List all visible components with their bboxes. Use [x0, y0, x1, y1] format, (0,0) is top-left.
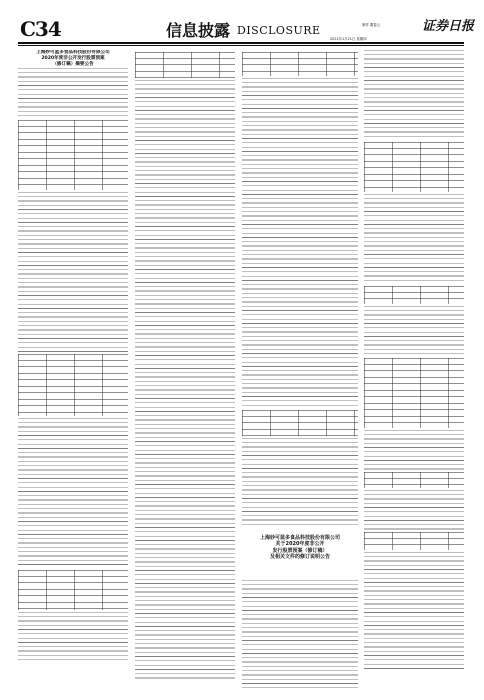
data-table: [364, 472, 464, 488]
article-text: [135, 80, 235, 680]
article-text: [364, 490, 464, 530]
article-text: [18, 612, 128, 662]
article-text: [18, 418, 128, 568]
masthead-rule: [18, 42, 464, 44]
data-table: [364, 142, 464, 192]
notice-line-2: 关于2020年度非公开: [275, 541, 325, 548]
notice-body: [242, 580, 358, 690]
article-text: [364, 50, 464, 140]
data-table: [364, 532, 464, 550]
data-table: [18, 354, 128, 416]
article-text: [18, 68, 128, 118]
date-line: 2021年1月21日 星期四: [330, 37, 367, 41]
article-text: [364, 306, 464, 356]
newspaper-logo: 证券日报: [422, 19, 475, 34]
editor-line: 制作 董春云: [362, 23, 381, 27]
article-heading-2: （修订稿）摘要公告: [52, 62, 94, 67]
notice-line-3: 发行股票预案（修订稿）: [272, 547, 328, 554]
article-heading: 2020年度非公开发行股票预案: [41, 56, 105, 61]
article-text: [18, 192, 128, 352]
notice-line-4: 及相关文件的修订说明公告: [269, 554, 330, 561]
data-table: [242, 410, 358, 436]
data-table: [364, 286, 464, 304]
left-column: [18, 50, 128, 690]
data-table: [18, 120, 128, 190]
announcement-notice: [242, 535, 358, 561]
masthead-rule-thin: [18, 45, 464, 46]
article-company: 上海妙可蓝多食品科技股份有限公司: [36, 50, 110, 55]
article-text: [364, 430, 464, 470]
article-text: [364, 194, 464, 284]
article-text: [242, 78, 358, 408]
masthead: [0, 0, 484, 42]
page-number: C34: [20, 17, 61, 41]
middle-right-column: [242, 50, 358, 530]
data-table: [364, 358, 464, 428]
data-table: [18, 570, 128, 610]
article-text: [364, 552, 464, 672]
right-column: [364, 50, 464, 690]
article-text: [242, 438, 358, 528]
middle-left-column: [135, 50, 235, 690]
section-title: 信息披露: [166, 21, 231, 40]
article-text: [242, 580, 358, 690]
notice-company: 上海妙可蓝多食品科技股份有限公司: [259, 535, 340, 541]
data-table: [135, 52, 235, 78]
section-title-en: DISCLOSURE: [237, 24, 321, 37]
data-table: [242, 52, 358, 76]
